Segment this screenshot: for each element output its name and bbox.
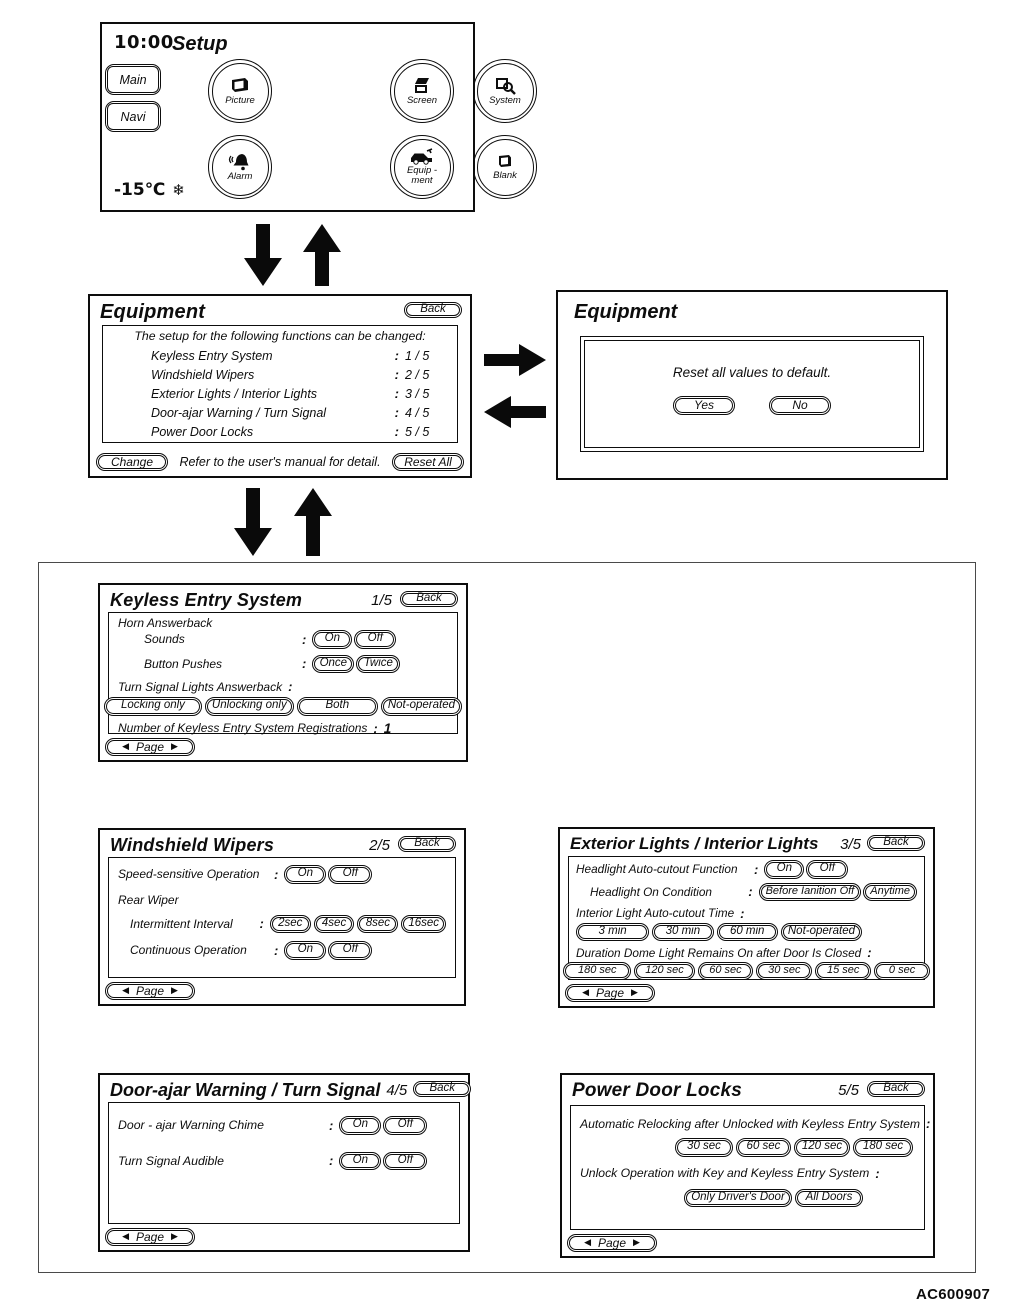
equipment-menu-screen (88, 294, 472, 478)
item-page: 2 / 5 (405, 367, 430, 382)
page-nav-button[interactable] (105, 1228, 195, 1246)
page-title: Equipment (100, 301, 206, 323)
colon: : (373, 720, 378, 736)
back-button[interactable]: Back (404, 302, 462, 318)
picture-label: Picture (225, 95, 255, 107)
page-indicator: 4/5 (386, 1082, 408, 1099)
page-indicator: 2/5 (369, 837, 390, 854)
screen-button[interactable] (390, 59, 454, 123)
windshield-wipers-screen (98, 828, 466, 1006)
item-label: Door-ajar Warning / Turn Signal (151, 405, 327, 420)
prev-page-icon[interactable]: ◀ (122, 985, 129, 995)
relock-30sec-button[interactable]: 30 sec (675, 1138, 733, 1157)
setting-label: Number of Keyless Entry System Registrations (118, 721, 368, 735)
before-ignition-off-button[interactable]: Before Ianition Off (759, 883, 862, 901)
keyless-pushes-twice-button[interactable]: Twice (356, 655, 400, 674)
turnsignal-unlocking-only-button[interactable]: Unlocking only (205, 697, 294, 716)
page-indicator: 5/5 (838, 1082, 859, 1099)
reset-all-button[interactable]: Reset All (392, 453, 464, 471)
yes-button[interactable]: Yes (673, 396, 735, 415)
page-title: Windshield Wipers (110, 835, 275, 855)
flow-arrow-up-1 (303, 224, 341, 286)
relock-60sec-button[interactable]: 60 sec (736, 1138, 791, 1157)
reset-message: Reset all values to default. (672, 365, 832, 380)
headlight-cutout-on-button[interactable]: On (764, 860, 804, 879)
alarm-label: Alarm (227, 171, 253, 183)
equipment-button[interactable] (390, 135, 454, 199)
prev-page-icon[interactable]: ◀ (122, 1231, 129, 1241)
page-nav-label: Page (597, 1235, 627, 1250)
temperature-readout (114, 180, 185, 200)
no-button[interactable]: No (769, 396, 831, 415)
colon: : (394, 424, 399, 439)
tab-main[interactable] (105, 64, 161, 95)
snowflake-icon: ❄ (172, 181, 185, 199)
setting-label: Speed-sensitive Operation (118, 867, 260, 882)
equipment-intro: The setup for the following functions can be changed: (134, 329, 426, 343)
back-button[interactable]: Back (398, 836, 456, 852)
item-label: Power Door Locks (151, 424, 254, 439)
turnsignal-both-button[interactable]: Both (297, 697, 378, 716)
colon: : (288, 679, 293, 694)
dome-30sec-button[interactable]: 30 sec (756, 962, 812, 980)
picture-button[interactable] (208, 59, 272, 123)
list-item[interactable] (109, 405, 451, 420)
item-page: 5 / 5 (405, 424, 430, 439)
colon: : (302, 656, 307, 672)
prev-page-icon[interactable]: ◀ (582, 987, 589, 997)
setting-label: Door - ajar Warning Chime (118, 1118, 265, 1133)
flow-arrow-right (484, 344, 546, 376)
group-label: Rear Wiper (118, 892, 179, 907)
colon: : (754, 861, 759, 877)
setup-title: Setup (172, 33, 228, 55)
page-indicator: 1/5 (371, 592, 392, 609)
colon: : (875, 1165, 880, 1181)
next-page-icon[interactable]: ▶ (171, 741, 178, 751)
figure-code: AC600907 (916, 1286, 991, 1303)
prev-page-icon[interactable]: ◀ (584, 1237, 591, 1247)
equipment-list-box (102, 325, 458, 443)
setting-label: Duration Dome Light Remains On after Door Is Closed (576, 945, 862, 960)
footnote: Refer to the user's manual for detail. (179, 455, 381, 469)
interior-30min-button[interactable]: 30 min (652, 923, 713, 942)
interval-8sec-button[interactable]: 8sec (357, 915, 398, 934)
list-item[interactable] (109, 424, 451, 439)
turnsignal-not-operated-button[interactable]: Not-operated (381, 697, 462, 716)
colon: : (274, 942, 279, 958)
colon: : (329, 1117, 334, 1133)
clock: 10:00 (114, 32, 174, 53)
setting-label: Headlight On Condition (590, 884, 712, 899)
page-nav-button[interactable] (567, 1234, 657, 1252)
keyless-sounds-off-button[interactable]: Off (354, 630, 396, 649)
keyless-pushes-once-button[interactable]: Once (312, 655, 354, 674)
tab-navi-label: Navi (120, 109, 146, 124)
colon: : (867, 945, 872, 960)
equipment-reset-screen (556, 290, 948, 480)
registrations-value: 1 (383, 720, 392, 736)
only-drivers-door-button[interactable]: Only Driver's Door (684, 1189, 792, 1208)
setup-screen (100, 22, 521, 212)
item-page: 3 / 5 (405, 386, 430, 401)
page-nav-button[interactable] (105, 738, 195, 756)
page-title: Door-ajar Warning / Turn Signal (110, 1080, 381, 1100)
next-page-icon[interactable]: ▶ (631, 987, 638, 997)
reset-dialog (580, 336, 924, 452)
colon: : (394, 386, 399, 401)
dome-15sec-button[interactable]: 15 sec (815, 962, 871, 980)
audible-on-button[interactable]: On (339, 1152, 381, 1171)
setting-label: Interior Light Auto-cutout Time (576, 906, 735, 920)
colon: : (394, 348, 399, 363)
keyless-entry-screen (98, 583, 468, 762)
equipment-icon (409, 148, 435, 166)
next-page-icon[interactable]: ▶ (633, 1237, 640, 1247)
page-indicator: 3/5 (840, 836, 861, 853)
audible-off-button[interactable]: Off (383, 1152, 427, 1171)
page-nav-label: Page (595, 985, 625, 1000)
back-button[interactable]: Back (400, 591, 458, 607)
item-label: Keyless Entry System (151, 348, 273, 363)
alarm-icon (228, 152, 252, 172)
page-nav-label: Page (135, 983, 165, 998)
alarm-button[interactable] (208, 135, 272, 199)
interval-2sec-button[interactable]: 2sec (270, 915, 311, 934)
headlight-cutout-off-button[interactable]: Off (806, 860, 848, 879)
continuous-off-button[interactable]: Off (328, 941, 372, 960)
blank-label: Blank (493, 170, 517, 182)
system-icon (493, 76, 517, 96)
item-page: 4 / 5 (405, 405, 430, 420)
page-title: Power Door Locks (572, 1080, 743, 1101)
setting-label: Button Pushes (144, 656, 223, 671)
setting-label: Headlight Auto-cutout Function (576, 862, 738, 877)
screen-label: Screen (406, 95, 438, 107)
system-label: System (489, 95, 521, 107)
keyless-settings-box (108, 612, 458, 734)
wipers-settings-box (108, 857, 456, 978)
interior-not-operated-button[interactable]: Not-operated (781, 923, 862, 942)
item-page: 1 / 5 (405, 348, 430, 363)
colon: : (740, 905, 745, 921)
list-item[interactable] (109, 386, 451, 401)
next-page-icon[interactable]: ▶ (171, 985, 178, 995)
dome-180sec-button[interactable]: 180 sec (563, 962, 631, 980)
system-button[interactable] (473, 59, 537, 123)
setting-label: Automatic Relocking after Unlocked with Keyless Entry System (580, 1116, 921, 1131)
temperature-value: -15℃ (114, 180, 166, 200)
tab-navi[interactable] (105, 101, 161, 132)
back-button[interactable]: Back (867, 835, 925, 851)
prev-page-icon[interactable]: ◀ (122, 741, 129, 751)
tab-main-label: Main (119, 72, 147, 87)
back-button[interactable]: Back (413, 1081, 471, 1097)
continuous-on-button[interactable]: On (284, 941, 326, 960)
page-nav-button[interactable] (565, 984, 655, 1002)
colon: : (926, 1116, 931, 1131)
colon: : (329, 1153, 334, 1169)
change-button[interactable]: Change (96, 453, 168, 471)
flow-arrow-down-1 (244, 224, 282, 286)
speed-on-button[interactable]: On (284, 865, 326, 884)
interior-60min-button[interactable]: 60 min (717, 923, 778, 942)
item-label: Exterior Lights / Interior Lights (151, 386, 318, 401)
exterior-settings-box (568, 856, 925, 980)
colon: : (394, 405, 399, 420)
dome-120sec-button[interactable]: 120 sec (634, 962, 694, 980)
flow-arrow-down-2 (234, 488, 272, 556)
interval-4sec-button[interactable]: 4sec (314, 915, 355, 934)
speed-off-button[interactable]: Off (328, 865, 372, 884)
relock-120sec-button[interactable]: 120 sec (794, 1138, 850, 1157)
screen-icon (410, 76, 434, 96)
relock-180sec-button[interactable]: 180 sec (853, 1138, 913, 1157)
chime-on-button[interactable]: On (339, 1116, 381, 1135)
colon: : (274, 866, 279, 882)
door-ajar-screen (98, 1073, 470, 1252)
page-title: Equipment (574, 301, 678, 323)
setting-label: Turn Signal Lights Answerback (118, 679, 283, 694)
page-nav-label: Page (135, 1229, 165, 1244)
door-ajar-settings-box (108, 1102, 460, 1224)
setting-label: Sounds (144, 632, 185, 647)
setting-label: Intermittent Interval (130, 916, 233, 931)
dome-60sec-button[interactable]: 60 sec (698, 962, 754, 980)
flow-arrow-up-2 (294, 488, 332, 556)
all-doors-button[interactable]: All Doors (795, 1189, 863, 1208)
interval-16sec-button[interactable]: 16sec (401, 915, 446, 934)
page-nav-label: Page (135, 739, 165, 754)
flow-arrow-left (484, 396, 546, 428)
keyless-sounds-on-button[interactable]: On (312, 630, 352, 649)
next-page-icon[interactable]: ▶ (171, 1231, 178, 1241)
back-button[interactable]: Back (867, 1081, 925, 1097)
page-nav-button[interactable] (105, 982, 195, 1000)
blank-button[interactable] (473, 135, 537, 199)
colon: : (259, 916, 264, 932)
colon: : (748, 884, 753, 899)
setting-label: Continuous Operation (130, 943, 247, 958)
anytime-button[interactable]: Anytime (863, 883, 917, 901)
equipment-label: Equip - ment (406, 165, 438, 186)
page-title: Exterior Lights / Interior Lights (570, 834, 819, 853)
chime-off-button[interactable]: Off (383, 1116, 427, 1135)
blank-icon (494, 153, 516, 171)
exterior-lights-screen (558, 827, 935, 1008)
setting-label: Unlock Operation with Key and Keyless Entry System (580, 1166, 870, 1180)
item-label: Windshield Wipers (151, 367, 255, 382)
colon: : (302, 631, 307, 647)
list-item[interactable] (109, 348, 451, 363)
colon: : (394, 367, 399, 382)
turnsignal-locking-only-button[interactable]: Locking only (104, 697, 202, 716)
dome-0sec-button[interactable]: 0 sec (874, 962, 930, 980)
interior-3min-button[interactable]: 3 min (576, 923, 649, 942)
picture-icon (228, 76, 252, 96)
power-door-locks-screen (560, 1073, 935, 1258)
group-label: Horn Answerback (118, 616, 213, 630)
setting-label: Turn Signal Audible (118, 1153, 224, 1168)
door-locks-settings-box (570, 1105, 931, 1230)
list-item[interactable] (109, 367, 451, 382)
page-title: Keyless Entry System (110, 590, 303, 610)
